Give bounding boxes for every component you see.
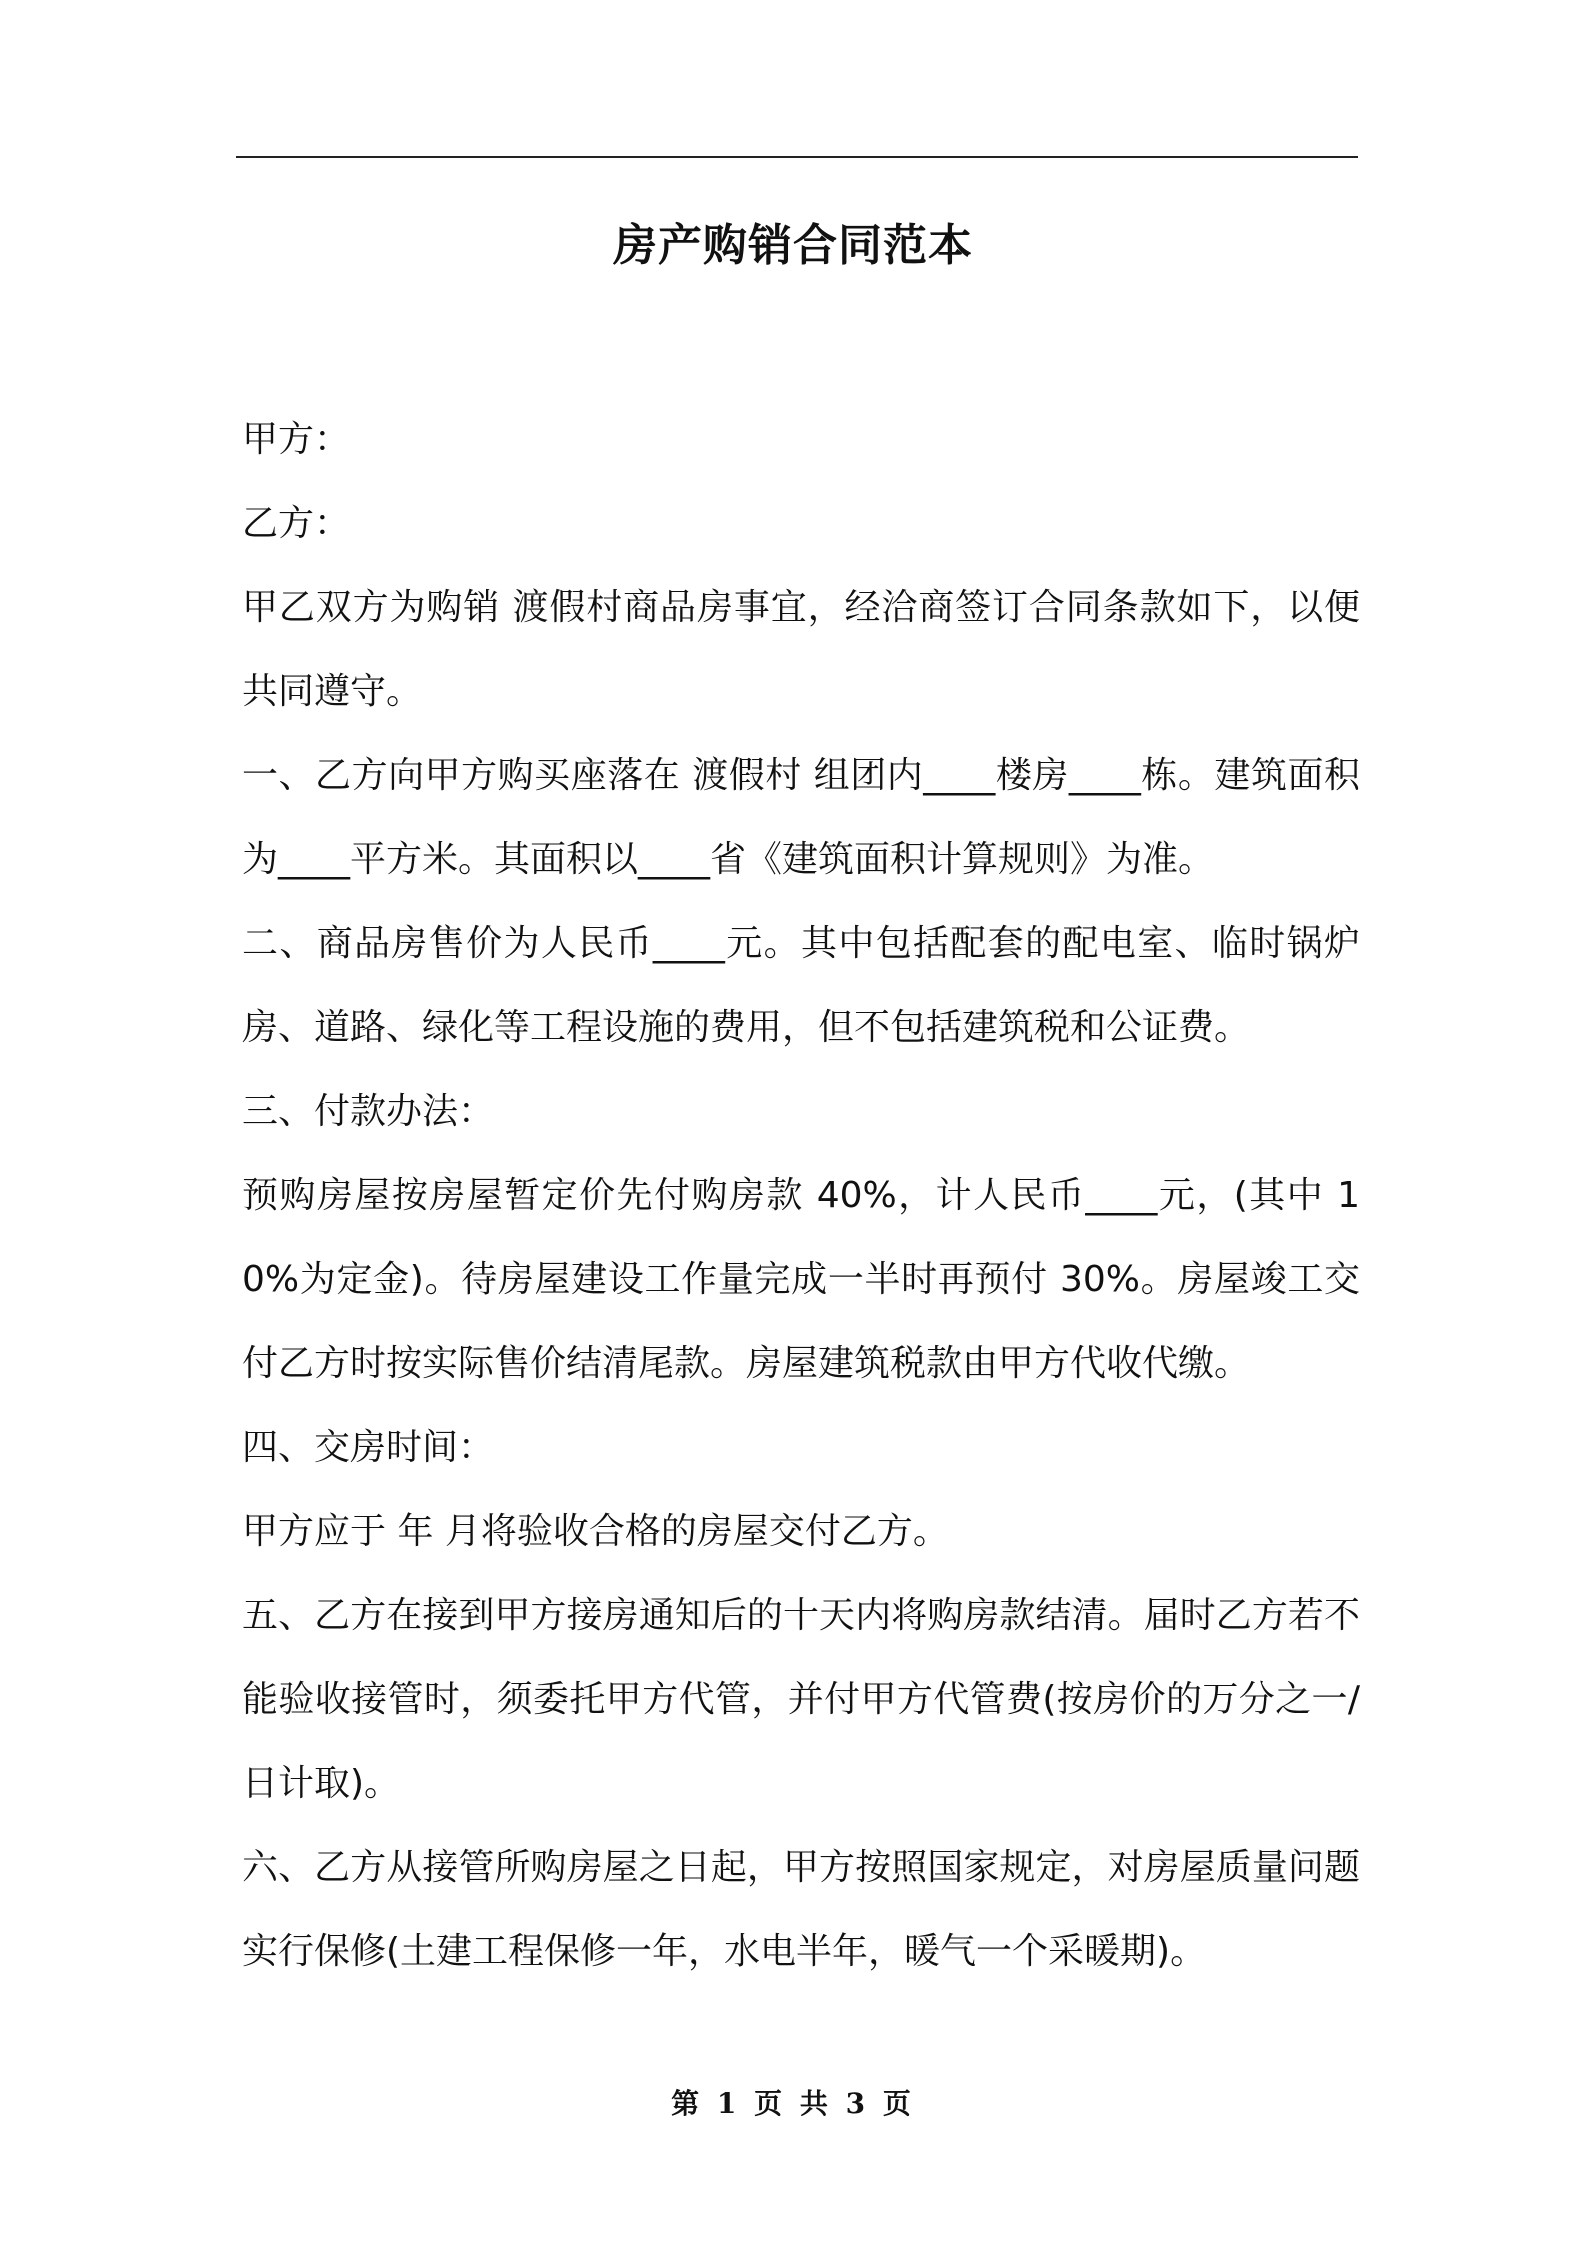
intro-paragraph: 甲乙双方为购销 渡假村商品房事宜，经洽商签订合同条款如下，以便共同遵守。 [242,587,1360,712]
clause-1: 一、乙方向甲方购买座落在 渡假村 组团内____楼房____栋。建筑面积为____平方米。其面积以____省《建筑面积计算规则》为准。 [242,755,1360,880]
page-number-footer: 第 1 页 共 3 页 [671,2087,915,2120]
clause-4-heading: 四、交房时间： [242,1427,495,1468]
clause-3-heading: 三、付款办法： [242,1091,495,1132]
party-a-line: 甲方： [242,419,351,460]
party-b-line: 乙方： [242,503,351,544]
clause-2: 二、商品房售价为人民币____元。其中包括配套的配电室、临时锅炉房、道路、绿化等工程设施的费用，但不包括建筑税和公证费。 [242,923,1360,1048]
clause-5: 五、乙方在接到甲方接房通知后的十天内将购房款结清。届时乙方若不能验收接管时，须委托甲方代管，并付甲方代管费(按房价的万分之一/日计取)。 [242,1595,1360,1804]
document-body [242,398,1360,1994]
clause-6: 六、乙方从接管所购房屋之日起，甲方按照国家规定，对房屋质量问题实行保修(土建工程保修一年，水电半年，暖气一个采暖期)。 [242,1847,1360,1972]
document-title: 房产购销合同范本 [613,220,973,271]
clause-3-body: 预购房屋按房屋暂定价先付购房款 40%，计人民币____元，(其中 10%为定金)。待房屋建设工作量完成一半时再预付 30%。房屋竣工交付乙方时按实际售价结清尾款。房屋建筑税款由甲方代收代缴。 [242,1175,1360,1384]
header-rule [236,156,1358,158]
clause-4-body: 甲方应于 年 月将验收合格的房屋交付乙方。 [242,1511,949,1552]
